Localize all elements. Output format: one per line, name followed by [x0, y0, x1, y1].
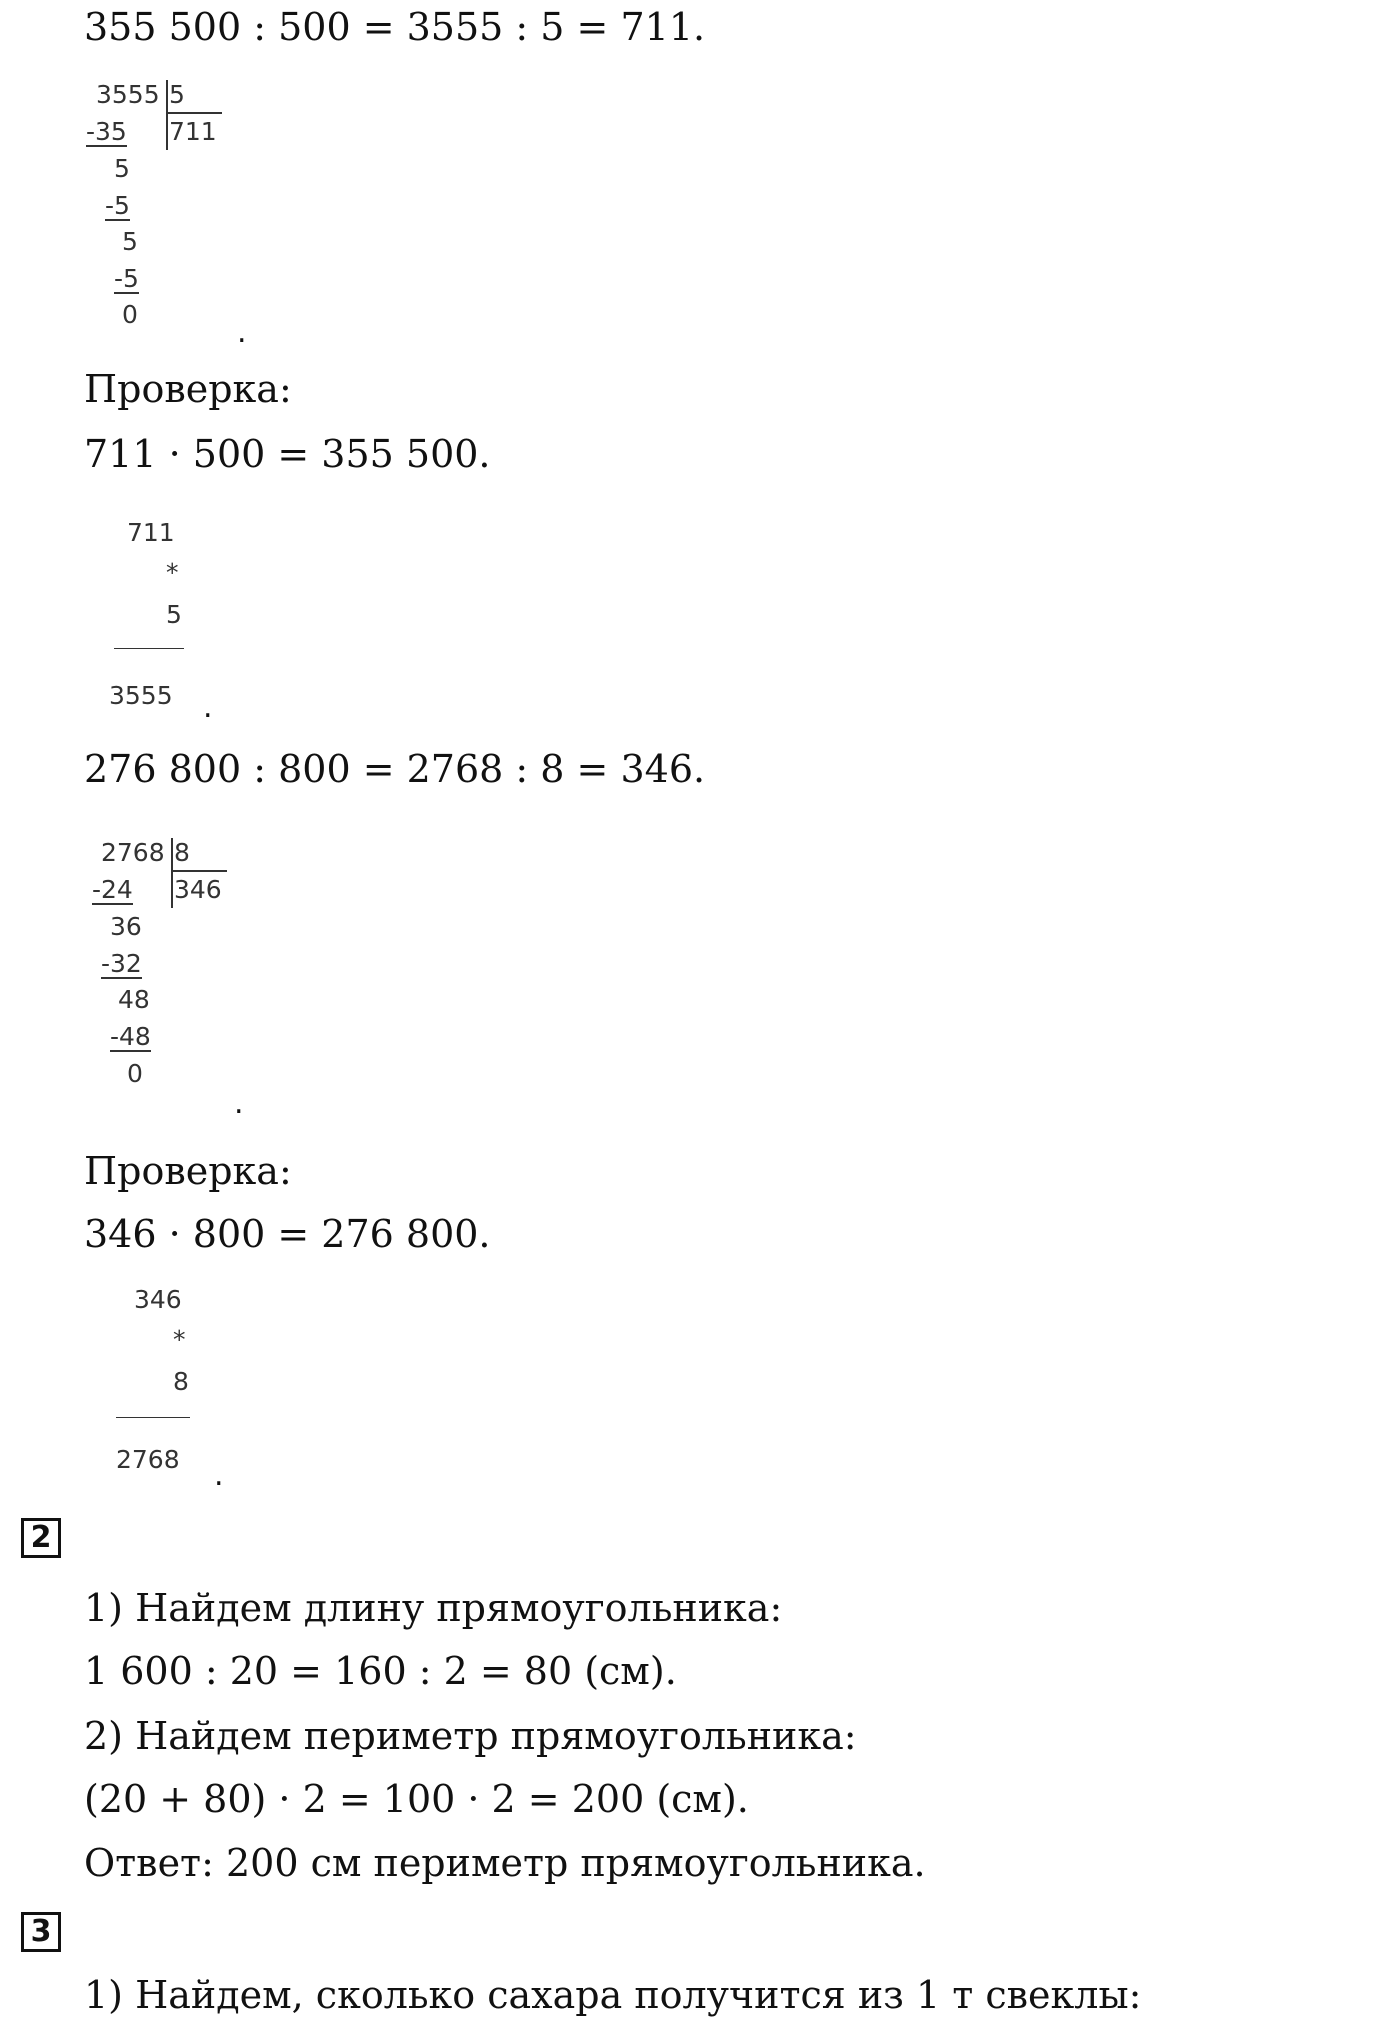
dividend: 2768 [101, 838, 165, 867]
division-step: 36 [110, 912, 142, 941]
period-mark: . [203, 690, 213, 725]
product: 2768 [116, 1445, 180, 1474]
task2-step2: 2) Найдем периметр прямоугольника: [84, 1714, 857, 1758]
division-horizontal-bar [171, 870, 227, 872]
multiply-sign: * [173, 1325, 186, 1354]
division-step: 48 [118, 985, 150, 1014]
quotient: 346 [174, 875, 222, 904]
division-step: -48 [110, 1022, 151, 1051]
period-mark: . [234, 1086, 244, 1121]
result-line [116, 1417, 190, 1418]
factor-b: 8 [173, 1367, 189, 1396]
division-step: -35 [86, 117, 127, 146]
equation-check-1: 711 · 500 = 355 500. [84, 432, 491, 476]
divisor: 5 [169, 80, 185, 109]
task3-step1: 1) Найдем, сколько сахара получится из 1 т свеклы: [84, 1973, 1142, 2017]
factor-a: 346 [134, 1285, 182, 1314]
divisor: 8 [174, 838, 190, 867]
product: 3555 [109, 681, 173, 710]
division-step: -32 [101, 949, 142, 978]
division-remainder: 0 [127, 1059, 143, 1088]
result-line [114, 648, 184, 649]
task-number-3: 3 [21, 1912, 61, 1952]
division-step: -24 [92, 875, 133, 904]
division-step: 5 [122, 227, 138, 256]
task-number-2: 2 [21, 1518, 61, 1558]
task2-calc2: (20 + 80) · 2 = 100 · 2 = 200 (см). [84, 1777, 749, 1821]
division-step: -5 [105, 191, 130, 220]
division-horizontal-bar [166, 112, 222, 114]
task2-calc1: 1 600 : 20 = 160 : 2 = 80 (см). [84, 1649, 677, 1693]
factor-a: 711 [127, 518, 175, 547]
division-step: -5 [114, 264, 139, 293]
division-vertical-bar [166, 80, 168, 150]
factor-b: 5 [166, 600, 182, 629]
task2-answer: Ответ: 200 см периметр прямоугольника. [84, 1841, 926, 1885]
dividend: 3555 [96, 80, 160, 109]
multiply-sign: * [166, 558, 179, 587]
division-remainder: 0 [122, 300, 138, 329]
equation-check-2: 346 · 800 = 276 800. [84, 1212, 491, 1256]
equation-division-1: 355 500 : 500 = 3555 : 5 = 711. [84, 5, 706, 49]
quotient: 711 [169, 117, 217, 146]
equation-division-2: 276 800 : 800 = 2768 : 8 = 346. [84, 747, 706, 791]
division-step: 5 [114, 154, 130, 183]
task2-step1: 1) Найдем длину прямоугольника: [84, 1586, 783, 1630]
period-mark: . [214, 1458, 224, 1493]
period-mark: . [237, 315, 247, 350]
check-label: Проверка: [84, 367, 292, 411]
division-vertical-bar [171, 838, 173, 908]
check-label: Проверка: [84, 1149, 292, 1193]
